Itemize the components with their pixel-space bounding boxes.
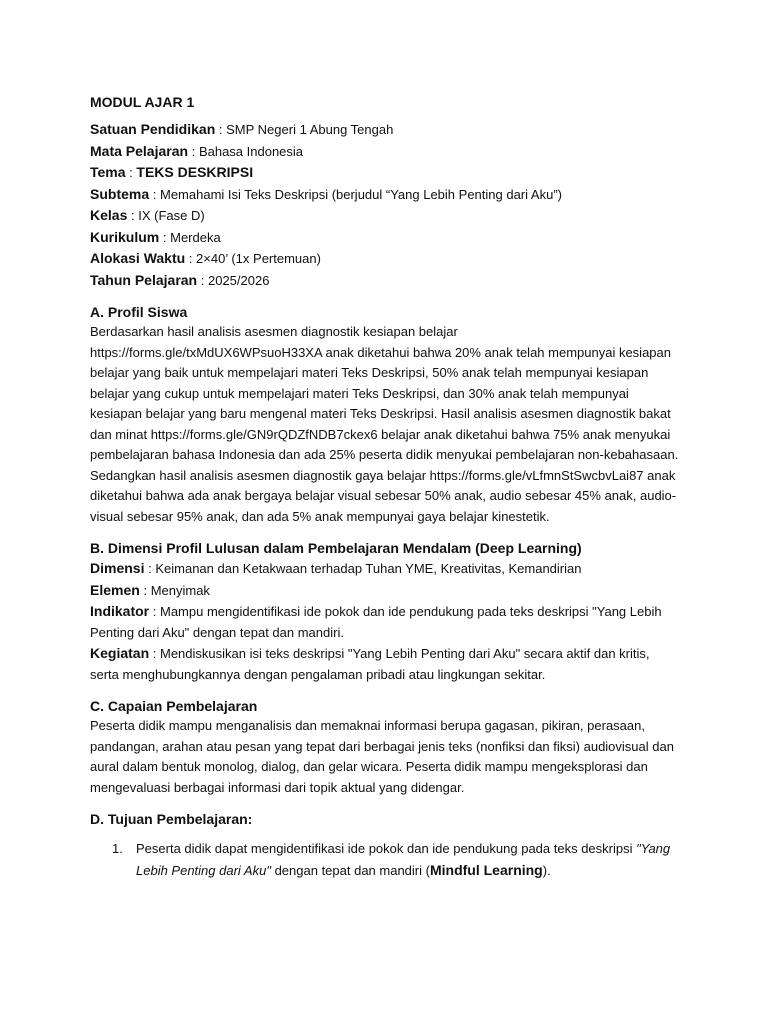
tujuan-italic-title: "Yang Lebih Penting dari Aku"	[136, 841, 671, 878]
meta-tema-value: TEKS DESKRIPSI	[136, 164, 254, 180]
meta-kelas-label: Kelas	[90, 207, 128, 223]
section-b-dimensi	[90, 558, 680, 580]
meta-mapel-label: Mata Pelajaran	[90, 142, 189, 159]
meta-alokasi-label: Alokasi Waktu	[90, 250, 186, 266]
section-b-heading: B. Dimensi Profil Lulusan dalam Pembelajaran Mendalam (Deep Learning)	[90, 540, 582, 556]
kegiatan-value: Mendiskusikan isi teks deskripsi "Yang Lebih Penting dari Aku" secara aktif dan kritis, serta menghubungkannya dengan pengalaman pribadi atau lingkungan sekitar.	[90, 646, 650, 682]
meta-subtema-label: Subtema	[90, 185, 150, 202]
list-item-number: 1.	[112, 841, 123, 856]
meta-separator: :	[129, 165, 133, 180]
meta-separator: :	[148, 561, 152, 576]
section-d-heading: D. Tujuan Pembelajaran:	[90, 811, 253, 827]
meta-separator: :	[152, 604, 157, 619]
meta-separator: :	[143, 582, 148, 598]
elemen-label: Elemen	[90, 581, 140, 598]
meta-tahun-label: Tahun Pelajaran	[90, 271, 198, 288]
meta-tema-label: Tema	[90, 164, 126, 180]
meta-tahun-value: 2025/2026	[207, 272, 270, 288]
meta-mapel-value: Bahasa Indonesia	[198, 143, 304, 159]
meta-alokasi	[90, 248, 680, 270]
meta-separator: :	[200, 272, 205, 288]
section-a-body: Berdasarkan hasil analisis asesmen diagnostik kesiapan belajar https://forms.gle/txMdUX6WPsuoH33XA anak diketahui bahwa 20% anak telah mempunyai kesiapan belajar yang baik untuk mempelajari materi Teks Deskripsi, 50% anak telah mempunyai kesiapan belajar yang cukup untuk mempelajari materi Teks Deskripsi, dan 30% anak telah mempunyai kesiapan belajar yang baru mengenal materi Teks Deskripsi. Hasil analisis asesmen diagnostik bakat dan minat https://forms.gle/GN9rQDZfNDB7ckex6 belajar anak diketahui bahwa 75% anak menyukai pembelajaran bahasa Indonesia dan ada 25% peserta didik menyukai pembelajaran non-kebahasaan. Sedangkan hasil analisis asesmen diagnostik gaya belajar https://forms.gle/vLfmnStSwcbvLai87 anak diketahui bahwa ada anak bergaya belajar visual sebesar 50% anak, audio sebesar 45% anak, audio-visual sebesar 95% anak, dan ada 5% anak mempunyai gaya belajar kinestetik.	[90, 324, 679, 524]
meta-mapel	[90, 141, 680, 163]
meta-satuan	[90, 119, 680, 141]
meta-satuan-label: Satuan Pendidikan	[90, 121, 216, 137]
meta-separator: :	[218, 122, 223, 137]
meta-alokasi-value: 2×40’ (1x Pertemuan)	[196, 251, 321, 266]
meta-subtema	[90, 184, 680, 206]
section-c-body: Peserta didik mampu menganalisis dan memaknai informasi berupa gagasan, pikiran, perasaan, pandangan, arahan atau pesan yang tepat dari berbagai jenis teks (nonfiksi dan fiksi) audiovisual dan aural dalam bentuk monolog, dialog, dan gelar wicara. Peserta didik mampu mengeksplorasi dan mengevaluasi berbagai informasi dari topik aktual yang didengar.	[90, 718, 674, 795]
section-c-heading: C. Capaian Pembelajaran	[90, 698, 258, 714]
meta-separator: :	[162, 229, 167, 245]
meta-kurikulum	[90, 227, 680, 249]
meta-tema	[90, 162, 680, 184]
kegiatan-label: Kegiatan	[90, 645, 150, 661]
document-content	[90, 92, 680, 881]
section-b-kegiatan	[90, 643, 680, 685]
section-b-indikator	[90, 601, 680, 643]
meta-separator: :	[152, 186, 157, 202]
tujuan-text-after: ).	[542, 862, 551, 878]
meta-kelas	[90, 205, 680, 227]
dimensi-value: Keimanan dan Ketakwaan terhadap Tuhan YME, Kreativitas, Kemandirian	[155, 561, 582, 576]
meta-kurikulum-label: Kurikulum	[90, 228, 160, 245]
indikator-value: Mampu mengidentifikasi ide pokok dan ide pendukung pada teks deskripsi "Yang Lebih Penting dari Aku" dengan tepat dan mandiri.	[90, 604, 662, 640]
doc-title: MODUL AJAR 1	[90, 94, 195, 110]
section-a-heading: A. Profil Siswa	[90, 304, 188, 320]
elemen-value: Menyimak	[150, 582, 210, 598]
meta-separator: :	[191, 143, 196, 159]
tujuan-text-mid: dengan tepat dan mandiri (	[274, 862, 430, 878]
meta-separator: :	[152, 646, 157, 661]
indikator-label: Indikator	[90, 603, 150, 619]
meta-subtema-value: Memahami Isi Teks Deskripsi (berjudul “Yang Lebih Penting dari Aku”)	[160, 186, 562, 202]
meta-kelas-value: IX (Fase D)	[138, 208, 205, 223]
meta-separator: :	[188, 251, 193, 266]
tujuan-list	[90, 839, 680, 881]
list-item	[90, 839, 680, 881]
dimensi-label: Dimensi	[90, 560, 145, 576]
meta-kurikulum-value: Merdeka	[170, 229, 221, 245]
meta-separator: :	[130, 208, 135, 223]
section-b-elemen	[90, 580, 680, 602]
meta-tahun	[90, 270, 680, 292]
meta-satuan-value: SMP Negeri 1 Abung Tengah	[226, 122, 394, 137]
tujuan-text-before: Peserta didik dapat mengidentifikasi ide pokok dan ide pendukung pada teks deskripsi	[136, 841, 633, 856]
tujuan-bold-term: Mindful Learning	[429, 861, 543, 878]
